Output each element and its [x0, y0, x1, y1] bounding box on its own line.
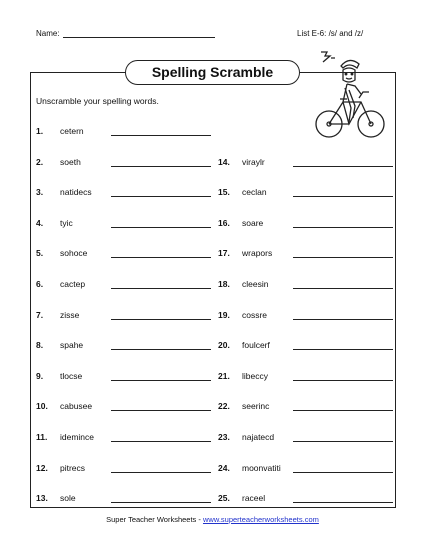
list-item: [218, 218, 398, 230]
scrambled-word: wrapors: [242, 248, 273, 259]
item-number: 12.: [36, 462, 48, 473]
list-item: [36, 126, 216, 138]
scrambled-word: soare: [242, 217, 264, 228]
list-item: [36, 432, 216, 444]
scrambled-word: najatecd: [242, 432, 275, 442]
answer-line[interactable]: [111, 380, 211, 381]
answer-line[interactable]: [111, 257, 211, 258]
answer-line[interactable]: [293, 166, 393, 167]
item-number: 17.: [218, 248, 230, 259]
answer-line[interactable]: [111, 410, 211, 411]
list-item: [218, 432, 398, 444]
bicycle-kid-icon: [315, 48, 387, 144]
item-number: 20.: [218, 340, 230, 351]
answer-line[interactable]: [293, 227, 393, 228]
footer-link[interactable]: www.superteacherworksheets.com: [202, 515, 319, 524]
scrambled-word: cetern: [60, 126, 84, 136]
scrambled-word: raceel: [242, 493, 266, 504]
item-number: 6.: [36, 279, 44, 289]
answer-line[interactable]: [111, 135, 211, 136]
footer-text: Super Teacher Worksheets -: [106, 515, 203, 524]
list-item: [36, 248, 216, 260]
scrambled-word: soeth: [60, 156, 81, 167]
list-item: [218, 157, 398, 169]
item-number: 16.: [218, 217, 230, 228]
scrambled-word: idemince: [60, 432, 95, 442]
scrambled-word: cossre: [242, 309, 268, 320]
item-number: 4.: [36, 217, 44, 228]
list-item: [36, 310, 216, 322]
item-number: 11.: [36, 432, 48, 442]
item-number: 7.: [36, 309, 44, 320]
list-item: [218, 401, 398, 413]
answer-line[interactable]: [293, 288, 393, 289]
scrambled-word: pitrecs: [60, 462, 86, 473]
list-item: [36, 493, 216, 505]
list-item: [218, 463, 398, 475]
scrambled-word: tlocse: [60, 370, 83, 381]
answer-line[interactable]: [293, 472, 393, 473]
item-number: 9.: [36, 370, 44, 381]
item-number: 22.: [218, 401, 230, 412]
list-item: [218, 371, 398, 383]
list-item: [218, 248, 398, 260]
list-item: [218, 187, 398, 199]
answer-line[interactable]: [293, 196, 393, 197]
item-number: 18.: [218, 279, 230, 289]
item-number: 2.: [36, 156, 44, 167]
item-number: 25.: [218, 493, 230, 504]
list-item: [36, 279, 216, 291]
item-number: 23.: [218, 432, 230, 442]
instructions: Unscramble your spelling words.: [36, 96, 159, 106]
scrambled-word: viraylr: [242, 156, 265, 167]
item-number: 19.: [218, 309, 230, 320]
footer: [0, 515, 425, 524]
item-number: 5.: [36, 248, 44, 259]
answer-line[interactable]: [111, 349, 211, 350]
list-item: [36, 371, 216, 383]
answer-line[interactable]: [293, 319, 393, 320]
scrambled-word: foulcerf: [242, 340, 270, 351]
list-item: [36, 463, 216, 475]
answer-line[interactable]: [111, 502, 211, 503]
scrambled-word: zisse: [60, 309, 80, 320]
answer-line[interactable]: [293, 349, 393, 350]
answer-line[interactable]: [293, 502, 393, 503]
list-item: [218, 340, 398, 352]
answer-line[interactable]: [111, 472, 211, 473]
list-item: [218, 310, 398, 322]
list-item: [36, 187, 216, 199]
scrambled-word: sohoce: [60, 248, 88, 259]
scrambled-word: natidecs: [60, 187, 92, 198]
scrambled-word: seerinc: [242, 401, 270, 412]
scrambled-word: ceclan: [242, 187, 267, 198]
list-item: [36, 218, 216, 230]
item-number: 10.: [36, 401, 48, 412]
answer-line[interactable]: [111, 166, 211, 167]
list-item: [218, 493, 398, 505]
answer-line[interactable]: [293, 380, 393, 381]
item-number: 15.: [218, 187, 230, 198]
item-number: 1.: [36, 126, 44, 136]
scrambled-word: spahe: [60, 340, 84, 351]
scrambled-word: libeccy: [242, 370, 268, 381]
item-number: 8.: [36, 340, 44, 351]
answer-line[interactable]: [111, 227, 211, 228]
list-item: [36, 401, 216, 413]
list-item: [218, 279, 398, 291]
item-number: 24.: [218, 462, 230, 473]
answer-line[interactable]: [111, 441, 211, 442]
scrambled-word: cleesin: [242, 279, 269, 289]
answer-line[interactable]: [293, 257, 393, 258]
name-line[interactable]: [63, 29, 215, 38]
name-row: [36, 29, 215, 38]
answer-line[interactable]: [111, 288, 211, 289]
item-number: 13.: [36, 493, 48, 504]
answer-line[interactable]: [293, 441, 393, 442]
scrambled-word: cabusee: [60, 401, 93, 412]
name-label: Name:: [36, 29, 60, 38]
list-item: [36, 157, 216, 169]
answer-line[interactable]: [293, 410, 393, 411]
scrambled-word: tyic: [60, 217, 73, 228]
worksheet-title: Spelling Scramble: [125, 60, 300, 85]
scrambled-word: moonvatiti: [242, 462, 281, 473]
scrambled-word: sole: [60, 493, 76, 504]
item-number: 3.: [36, 187, 44, 198]
scrambled-word: cactep: [60, 279, 86, 289]
answer-line[interactable]: [111, 319, 211, 320]
item-number: 21.: [218, 370, 230, 381]
item-number: 14.: [218, 156, 230, 167]
list-label: List E-6: /s/ and /z/: [297, 29, 364, 38]
list-item: [36, 340, 216, 352]
answer-line[interactable]: [111, 196, 211, 197]
